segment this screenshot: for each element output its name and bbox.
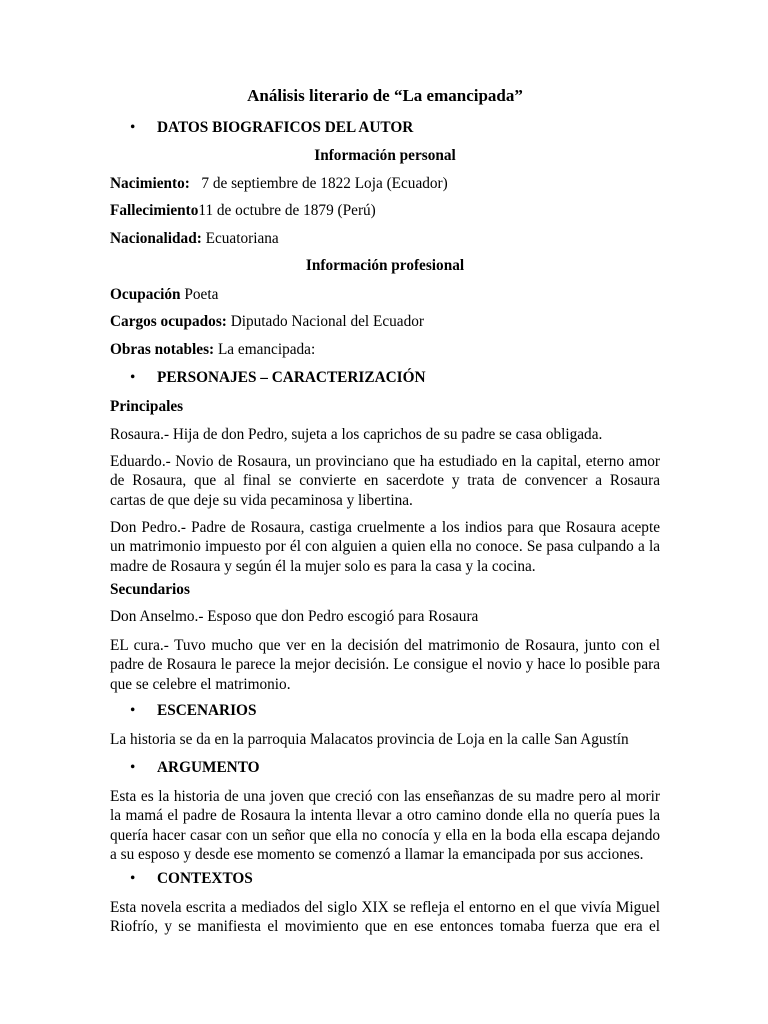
subheading-informacion-profesional: Información profesional <box>305 257 465 274</box>
field-label: Obras notables: <box>110 341 215 358</box>
field-value: 7 de septiembre de 1822 Loja (Ecuador) <box>201 175 448 192</box>
paragraph-line: cartas de que deje su vida pecaminosa y libertina. <box>110 491 413 509</box>
field-value: Diputado Nacional del Ecuador <box>230 313 424 330</box>
paragraph-line: madre de Rosaura y según él la mujer solo es para la casa y la cocina. <box>110 557 536 575</box>
paragraph-line: Don Pedro.- Padre de Rosaura, castiga cruelmente a los indios para que Rosaura acepte <box>110 519 660 536</box>
document-title: Análisis literario de “La emancipada” <box>247 86 523 105</box>
field-label: Ocupación <box>110 286 181 303</box>
field-nacimiento <box>110 174 660 193</box>
character-eduardo <box>110 452 660 510</box>
paragraph-line: Riofrío, y se manifiesta el movimiento que en ese entonces tomaba fuerza que era el <box>110 918 660 936</box>
heading-text: CONTEXTOS <box>157 870 253 887</box>
field-value: La emancipada: <box>217 341 316 358</box>
field-nacionalidad <box>110 229 660 248</box>
heading-datos-biograficos <box>130 119 413 137</box>
field-label: Cargos ocupados: <box>110 313 227 330</box>
field-fallecimiento <box>110 201 660 220</box>
paragraph-line: un matrimonio impuesto por él con alguien a quien ella no conoce. Se pasa culpando a la <box>110 538 660 556</box>
paragraph-line: que se celebre el matrimonio. <box>110 675 291 693</box>
bullet-icon: • <box>130 702 136 719</box>
heading-escenarios <box>130 702 256 720</box>
field-cargos <box>110 312 660 331</box>
character-el-cura <box>110 636 660 694</box>
field-label: Fallecimiento <box>110 202 199 219</box>
field-label: Nacimiento: <box>110 175 190 192</box>
bullet-icon: • <box>130 759 136 776</box>
subheading-informacion-personal: Información personal <box>314 147 456 164</box>
heading-argumento <box>130 759 260 777</box>
paragraph-line: quería hacer casar con un señor que ella no conocía y ella en la boda ella escapa dejando <box>110 826 660 844</box>
bullet-icon: • <box>130 369 136 386</box>
paragraph-line: la mamá el padre de Rosaura la intenta llevar a otro camino donde ella no quería pues la <box>110 807 660 825</box>
paragraph-line: Eduardo.- Novio de Rosaura, un provinciano que ha estudiado en la capital, eterno amor <box>110 453 660 470</box>
paragraph-line: a su esposo y desde ese momento se comenzó a llamar la emancipada por sus acciones. <box>110 846 644 864</box>
paragraph-line: padre de Rosaura le parece la mejor decisión. Le consigue el novio y hace lo posible para <box>110 656 660 674</box>
bullet-icon: • <box>130 119 136 136</box>
field-value: Poeta <box>184 286 219 303</box>
paragraph-line: EL cura.- Tuvo mucho que ver en la decisión del matrimonio de Rosaura, junto con el <box>110 637 660 654</box>
label-principales <box>110 397 660 416</box>
heading-contextos <box>130 870 253 888</box>
character-rosaura: Rosaura.- Hija de don Pedro, sujeta a los caprichos de su padre se casa obligada. <box>110 426 603 443</box>
heading-text: ESCENARIOS <box>157 702 257 719</box>
argumento-paragraph <box>110 787 660 865</box>
label-secundarios <box>110 580 660 599</box>
label-text: Principales <box>110 398 184 415</box>
field-value: 11 de octubre de 1879 (Perú) <box>198 202 376 219</box>
paragraph-line: Esta novela escrita a mediados del siglo XIX se refleja el entorno en el que vivía Miguel <box>110 899 660 916</box>
field-obras <box>110 340 660 359</box>
heading-text: ARGUMENTO <box>157 759 260 776</box>
escenarios-text: La historia se da en la parroquia Malacatos provincia de Loja en la calle San Agustín <box>110 731 629 748</box>
heading-personajes <box>130 369 426 387</box>
character-don-anselmo: Don Anselmo.- Esposo que don Pedro escogió para Rosaura <box>110 608 479 625</box>
field-value: Ecuatoriana <box>205 230 279 247</box>
character-don-pedro <box>110 518 660 576</box>
contextos-paragraph <box>110 898 660 937</box>
paragraph-line: de Rosaura, que al final se convierte en sacerdote y trata de convencer a Rosaura <box>110 472 660 490</box>
label-text: Secundarios <box>110 581 190 598</box>
field-ocupacion <box>110 285 660 304</box>
field-label: Nacionalidad: <box>110 230 202 247</box>
bullet-icon: • <box>130 870 136 887</box>
paragraph-line: Esta es la historia de una joven que creció con las enseñanzas de su madre pero al morir <box>110 788 660 805</box>
heading-text: PERSONAJES – CARACTERIZACIÓN <box>157 369 426 386</box>
heading-text: DATOS BIOGRAFICOS DEL AUTOR <box>157 119 414 136</box>
